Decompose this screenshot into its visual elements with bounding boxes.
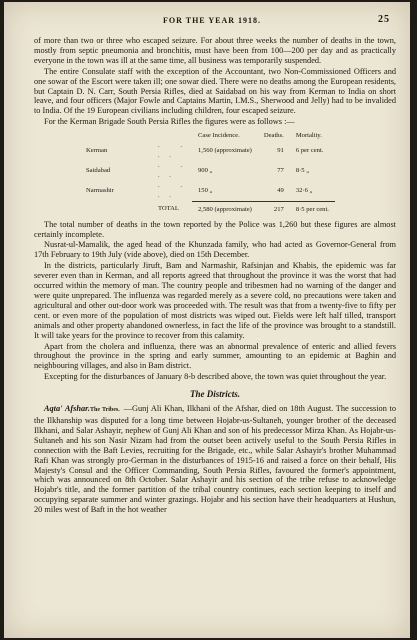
page-header [34, 16, 390, 30]
body-text [34, 36, 396, 516]
row-deaths: 91 [277, 147, 284, 155]
row-mortality: 32·6 „ [295, 186, 313, 194]
leader-dots: . . . . [158, 182, 186, 200]
total-cases: 2,580 (approximate) [192, 201, 258, 215]
row-cases: 1,560 (approximate) [198, 147, 252, 155]
paragraph: Apart from the cholera and influenza, there was an abnormal prevalence of enteric and allied fevers throughout the province in the spring and early summer, amounting to an epidemic at Baghin and neighbouring villages, and also in Bam district. [34, 341, 396, 371]
paragraph: The total number of deaths in the town reported by the Police was 1,260 but these figures are almost certainly incomplete. [34, 219, 396, 239]
paragraph: of more than two or three who escaped seizure. For about three weeks the number of deaths in the town, mostly from septic pneumonia and bronchitis, must have been from 100—200 per day and as practically everyone in the town was ill at the same time, all business was temporarily suspended. [34, 36, 396, 65]
row-cases: 150 „ [198, 186, 213, 194]
section-title: The Districts. [189, 389, 240, 400]
row-deaths: 49 [277, 186, 284, 194]
row-deaths: 77 [277, 167, 284, 175]
leader-dots: . . . . [158, 142, 186, 160]
total-deaths: 217 [258, 201, 290, 215]
paragraph: The entire Consulate staff with the exception of the Accountant, two Non-Commissioned Officers and one sowar of the Escort were taken ill; one sowar died. There were no deaths among the European residents, but Captain D. N. Carr, South Persia Rifles, died at Saidabad on his way from Kerman to India on short leave, and four officers (Major Fowle and Captains Martin, I.M.S., Sherwood and Jelly) had to be invalided to India. Of the 19 European civilians including children, four escaped seizure. [34, 66, 396, 116]
paragraph: Excepting for the disturbances of January 8-b described above, the town was quiet throughout the year. [44, 372, 387, 382]
page-number: 25 [378, 14, 390, 25]
total-mortality: 8·5 per cent. [290, 201, 335, 215]
afshar-text: —Gunj Ali Khan, Ilkhani of the Afshar, died on 18th August. The succession to the Ilkhanship was disputed for a long time between Hojabr-us-Sultaneh, younger brother of the deceased Ilkhani, and Salar Ashayir, nephew of Gunj Ali Khan and son of his predecessor Mirza Khan. As Hojabr-us-Sultaneh and his son Nasir Nizam had from the outset been actively useful to the South Persia Rifles in connection with the Baft Levies, recruiting for the Brigade, etc., while Salar Ashayir's brother Muhammad Rafi Khan was strongly pro-German in the disturbances of 1915-16 and raised a force on their behalf, His Majesty's Consul and the Officer Commanding, South Persia Rifles, favoured the former's appointment, which was announced on 8th October. Salar Ashayir and his section of the tribe refuse to acknowledge Hojabr's title, and the former partition of the tribal country continues, each section keeping to itself and occupying separate summer and winter grazings. Hojabr and his section have their headquarters at Hushun, 20 miles west of Baft in the hot weather [34, 404, 397, 515]
table-row [80, 141, 335, 161]
margin-note: The Tribes. [89, 407, 120, 414]
row-mortality: 8·5 „ [295, 167, 310, 175]
row-mortality: 6 per cent. [295, 147, 324, 155]
table-header-mortality: Mortality. [295, 132, 322, 140]
document-page [4, 2, 410, 638]
table-total-row [80, 201, 335, 215]
section-place-heading: Aqta' Afshar. [44, 404, 90, 414]
total-spacer [80, 201, 152, 215]
leader-dots: . . . . [158, 162, 186, 180]
table-header-blank [80, 131, 152, 141]
row-label: Saidabad [86, 167, 111, 175]
running-title: FOR THE YEAR 1918. [162, 16, 261, 25]
table-header-blank [152, 131, 192, 141]
table-header-deaths: Deaths. [263, 132, 284, 140]
paragraph: In the districts, particularly Jiruft, Bam and Narmashir, Rafsinjan and Khabis, the epidemic was far severer even than in Kerman, and all reports agreed that throughout the province it was the worst that had occurred within the memory of man. The country people and tribesmen had no warning of the danger and were quite unprepared. The influenza was regarded merely as a severe cold, no precautions were taken and agricultural and other out-door work was proceeded with. The result was that from a twenty-five to fifty per cent. or even more of the population of most districts was wiped out. Fields were left half tilled, transport animals and other property abandoned ownerless, in fact the life of the province was brought to a standstill. It will take years for the province to recover from this calamity. [34, 261, 396, 340]
mortality-table [80, 131, 335, 215]
row-label: Narmashir [86, 187, 114, 195]
paragraph-afshar [34, 404, 396, 515]
row-cases: 900 „ [198, 167, 213, 175]
table-header-cases: Case Incidence. [198, 132, 240, 140]
row-label: Kerman [86, 147, 108, 155]
table-row [80, 181, 335, 201]
paragraph: Nusrat-ul-Mamalik, the aged head of the Khunzada family, who had acted as Governor-General from 17th February to 19th July (vide above), died on 15th December. [34, 240, 396, 260]
table-row [80, 161, 335, 181]
table-header-row [80, 131, 335, 141]
paragraph: For the Kerman Brigade South Persia Rifles the figures were as follows :— [44, 117, 295, 127]
total-label: TOTAL [158, 205, 179, 213]
